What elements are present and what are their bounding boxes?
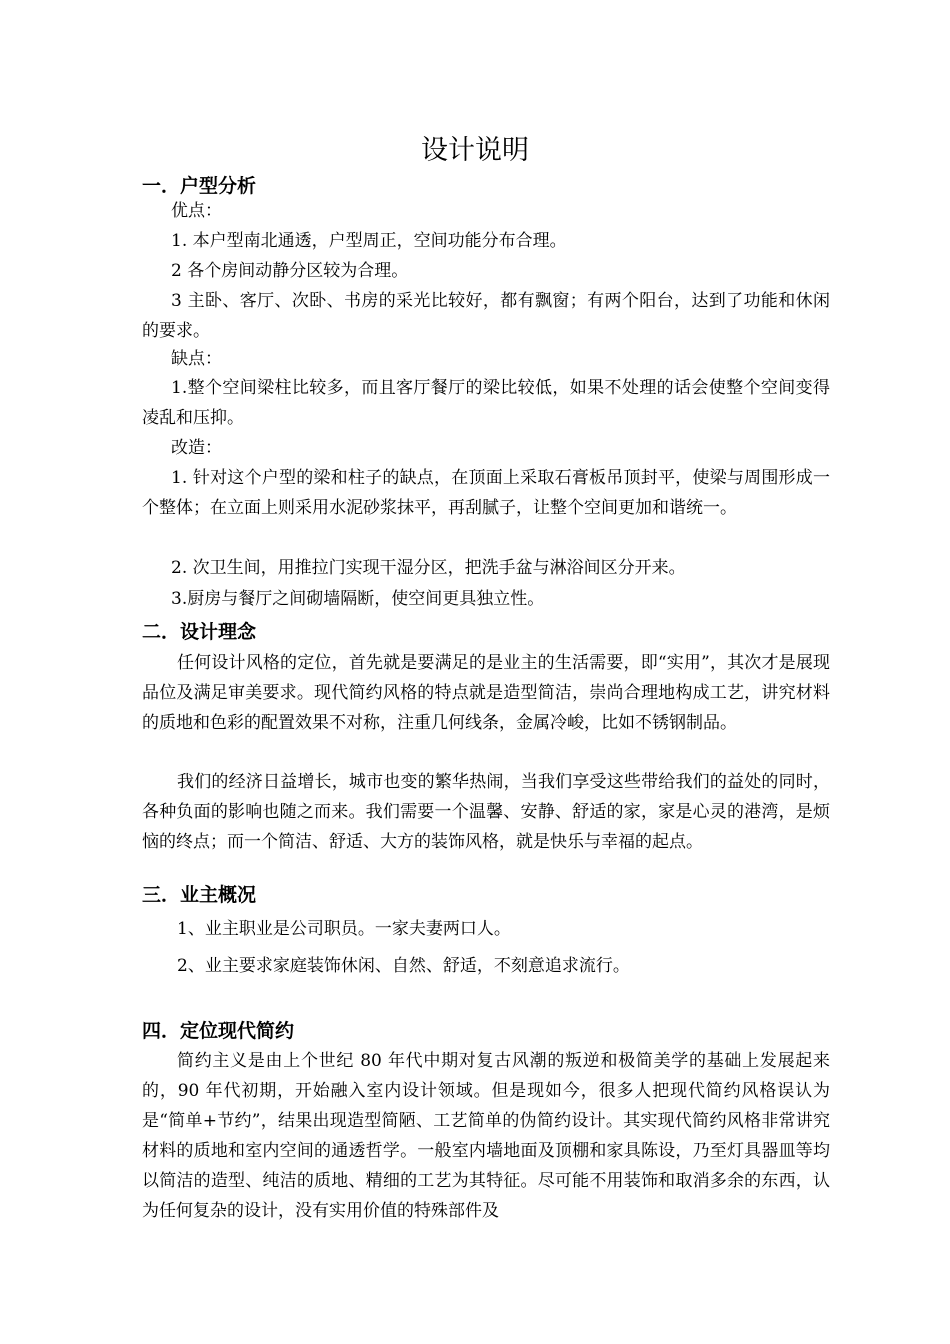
paragraph-renovation-label: 改造： [171, 438, 222, 458]
paragraph-disadvantages-label: 缺点： [171, 349, 222, 369]
paragraph-renovation-1: 1. 针对这个户型的梁和柱子的缺点，在顶面上采取石膏板吊顶封平，使梁与周围形成一个整体；在立面上则采用水泥砂浆抹平，再刮腻子，让整个空间更加和谐统一。 [142, 468, 830, 518]
paragraph-design-concept-1: 任何设计风格的定位，首先就是要满足的是业主的生活需要，即“实用”，其次才是展现品位及满足审美要求。现代简约风格的特点就是造型简洁，崇尚合理地构成工艺，讲究材料的质地和色彩的配置效果不对称，注重几何线条，金属冷峻，比如不锈钢制品。 [142, 653, 830, 733]
paragraph-renovation-3: 3.厨房与餐厅之间砌墙隔断，使空间更具独立性。 [171, 589, 545, 609]
paragraph-advantage-3: 3 主卧、客厅、次卧、书房的采光比较好，都有飘窗；有两个阳台，达到了功能和休闲的要求。 [142, 291, 830, 341]
paragraph-renovation-2: 2. 次卫生间，用推拉门实现干湿分区，把洗手盆与淋浴间区分开来。 [171, 558, 686, 578]
paragraph-advantage-1: 1. 本户型南北通透，户型周正，空间功能分布合理。 [171, 231, 567, 251]
paragraph-advantages-label: 优点： [171, 201, 222, 221]
paragraph-modern-minimalism-1: 简约主义是由上个世纪 80 年代中期对复古风潮的叛逆和极简美学的基础上发展起来的，90 年代初期，开始融入室内设计领域。但是现如今，很多人把现代简约风格误认为是“简单+节约”，结果出现造型简陋、工艺简单的伪简约设计。其实现代简约风格非常讲究材料的质地和室内空间的通透哲学。一般室内墙地面及顶棚和家具陈设，乃至灯具器皿等均以简洁的造型、纯洁的质地、精细的工艺为其特征。尽可能不用装饰和取消多余的东西，认为任何复杂的设计，没有实用价值的特殊部件及 [142, 1051, 830, 1221]
section-heading-layout-analysis: 一．户型分析 [142, 175, 257, 197]
section-heading-modern-minimalism: 四．定位现代简约 [142, 1020, 295, 1042]
paragraph-disadvantage-1: 1.整个空间梁柱比较多，而且客厅餐厅的梁比较低，如果不处理的话会使整个空间变得凌乱和压抑。 [142, 378, 830, 428]
document-title: 设计说明 [421, 135, 529, 166]
paragraph-advantage-2: 2 各个房间动静分区较为合理。 [171, 261, 409, 281]
paragraph-owner-1: 1、业主职业是公司职员。一家夫妻两口人。 [177, 919, 511, 939]
paragraph-owner-2: 2、业主要求家庭装饰休闲、自然、舒适，不刻意追求流行。 [177, 956, 630, 976]
paragraph-design-concept-2: 我们的经济日益增长，城市也变的繁华热闹，当我们享受这些带给我们的益处的同时，各种负面的影响也随之而来。我们需要一个温馨、安静、舒适的家，家是心灵的港湾，是烦恼的终点；而一个简洁、舒适、大方的装饰风格，就是快乐与幸福的起点。 [142, 772, 830, 852]
section-heading-design-concept: 二．设计理念 [142, 621, 257, 643]
section-heading-owner-overview: 三．业主概况 [142, 884, 257, 906]
